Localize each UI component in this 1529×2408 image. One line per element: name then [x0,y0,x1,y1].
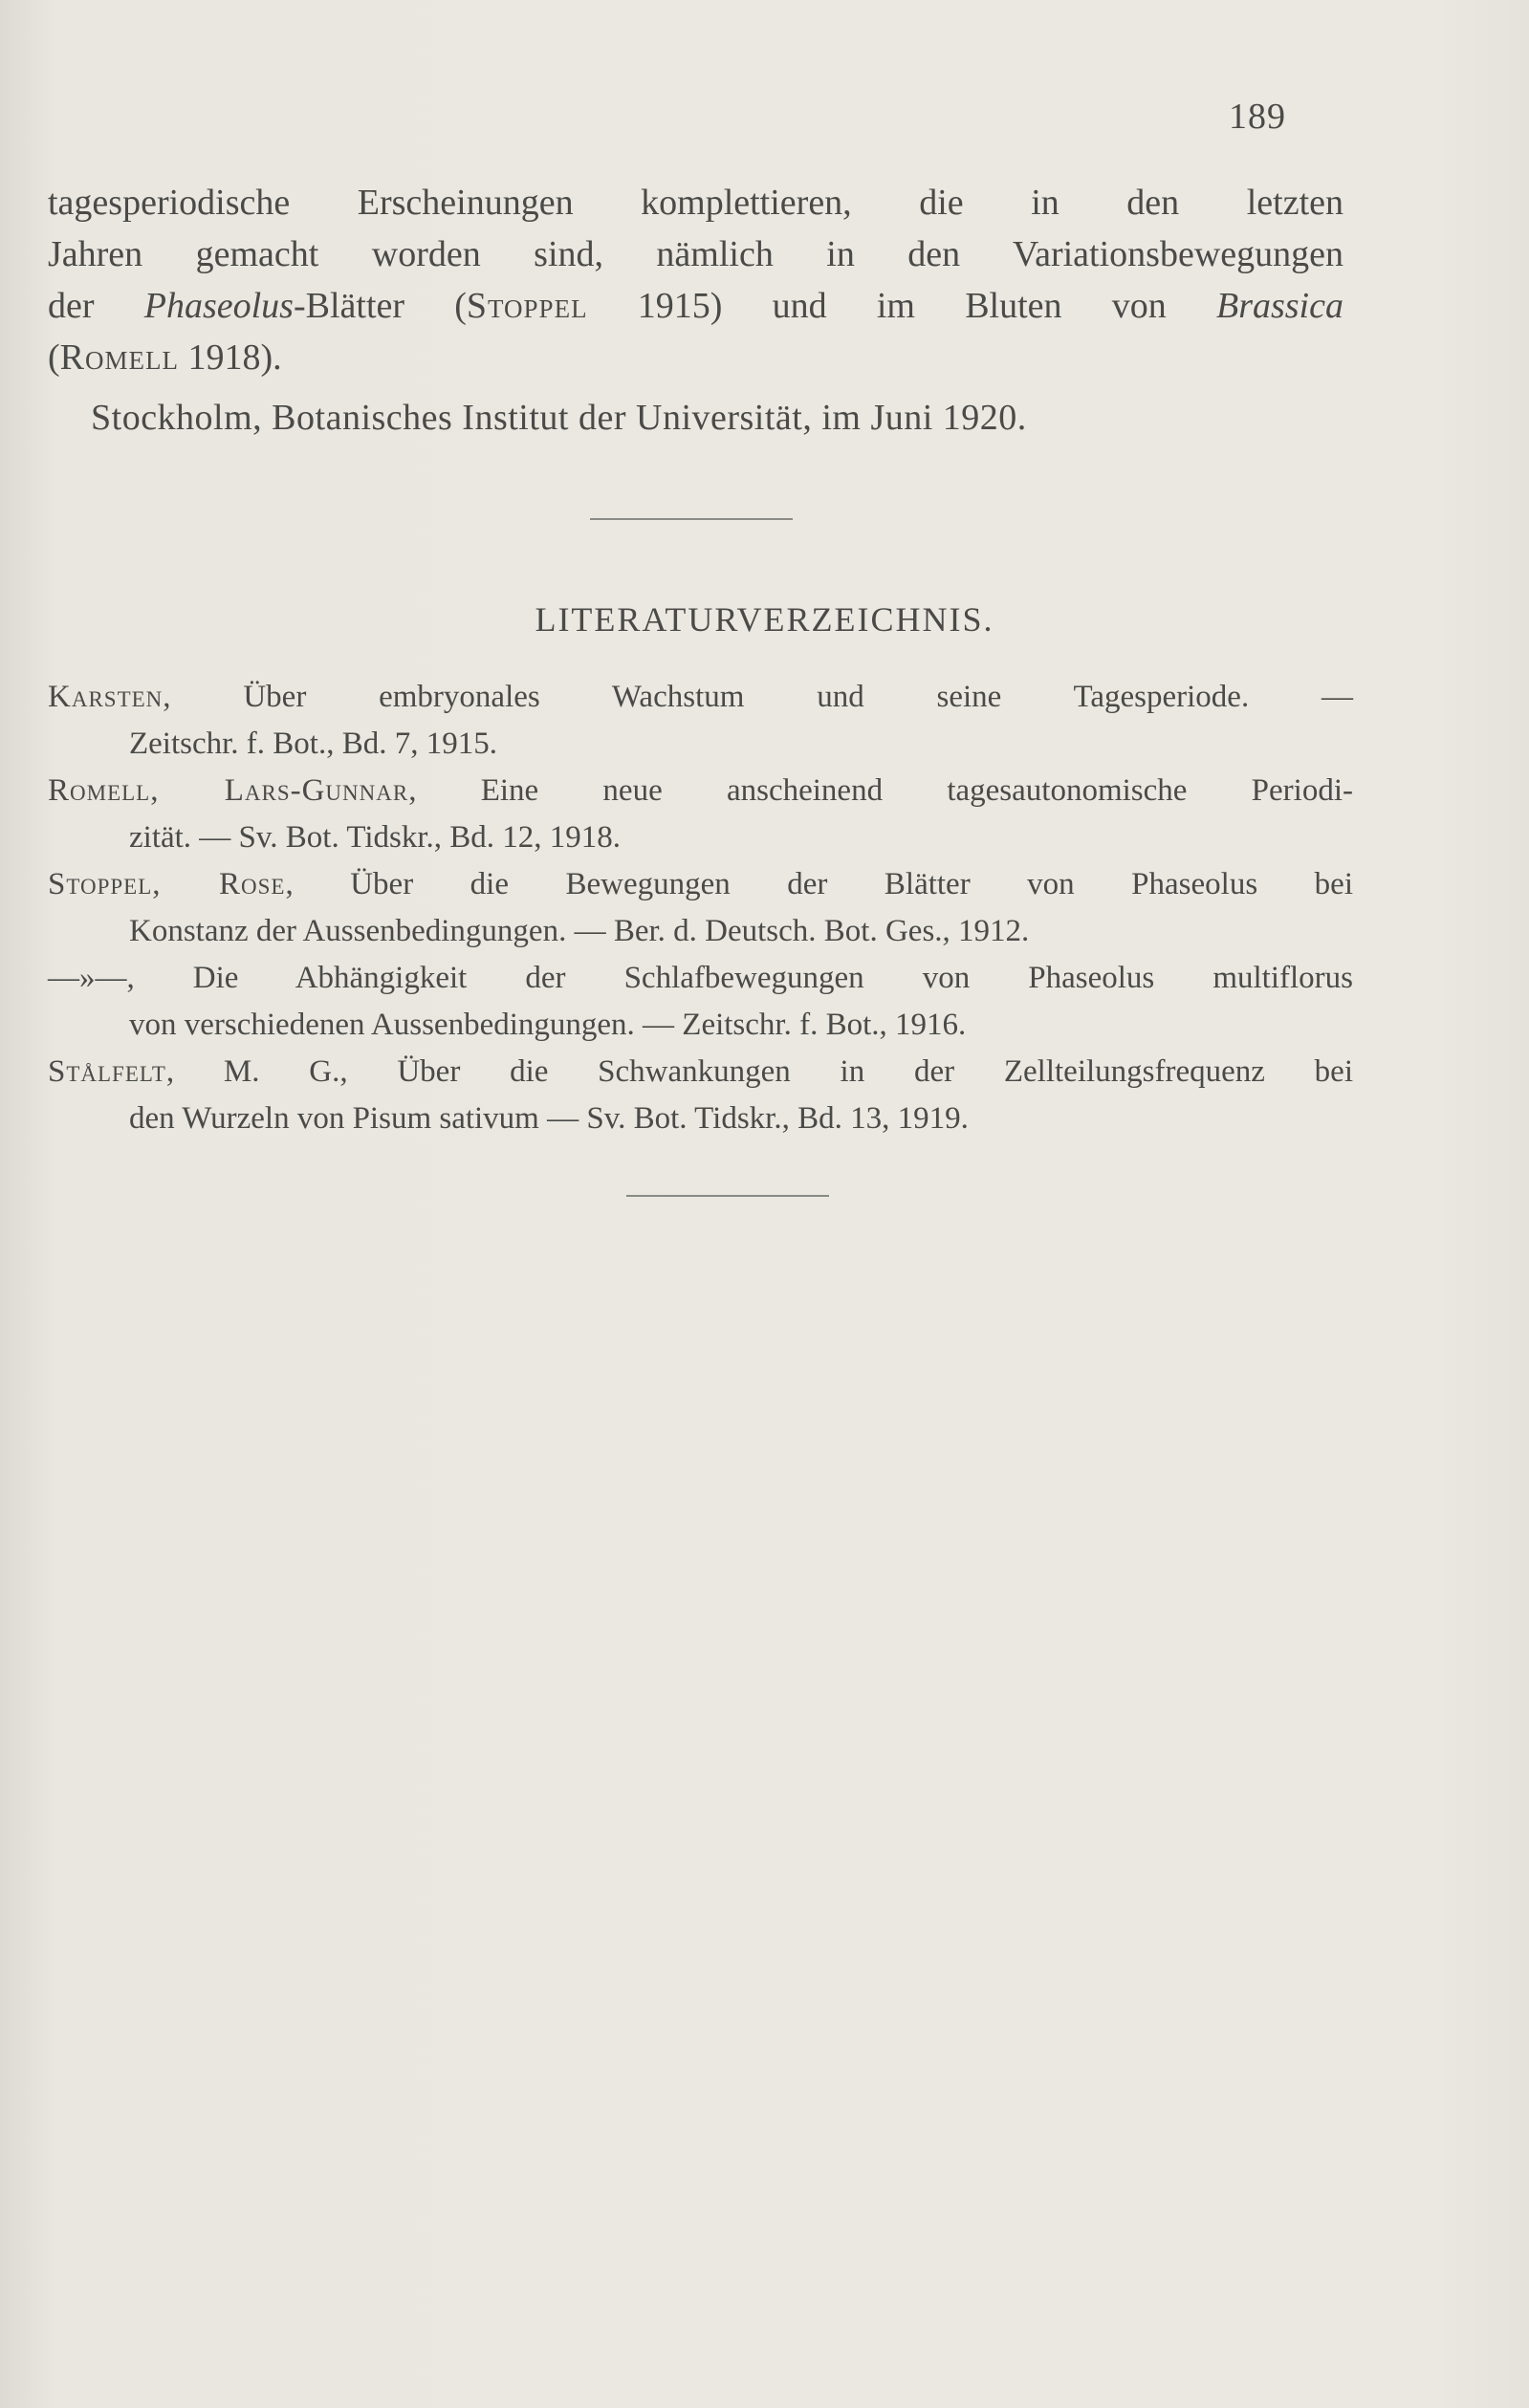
paragraph-line [48,280,1343,332]
text-segment: 1915) und im Bluten von [587,286,1216,326]
reference-author: Romell, Lars-Gunnar [48,773,409,808]
text-segment: ( [48,337,60,378]
text-segment: -Blätter ( [293,286,467,326]
reference-line [48,768,1353,814]
section-heading: LITERATURVERZEICHNIS. [535,600,994,639]
divider [590,518,793,520]
reference-line: zität. — Sv. Bot. Tidskr., Bd. 12, 1918. [129,820,622,855]
reference-text: , Über die Bewegungen der Blätter von Phaseolus bei [285,867,1353,901]
reference-line: den Wurzeln von Pisum sativum — Sv. Bot. Tidskr., Bd. 13, 1919. [129,1101,969,1136]
reference-author: Stålfelt [48,1054,166,1089]
paragraph-line [48,332,1343,383]
author-name: Romell [59,337,179,378]
reference-text: —»—, Die Abhängigkeit der Schlafbewegungen von Phaseolus multiflorus [48,961,1353,995]
reference-list [48,674,1353,1142]
reference-line [48,955,1353,1002]
reference-entry [48,1049,1353,1142]
reference-entry [48,861,1353,955]
italic-genus: Brassica [1215,286,1343,326]
page-number: 189 [1229,97,1286,137]
reference-line: Konstanz der Aussenbedingungen. — Ber. d. Deutsch. Bot. Ges., 1912. [129,914,1030,948]
reference-text: , Über embryonales Wachstum und seine Tagesperiode. — [163,680,1353,714]
text-segment: der [48,286,144,326]
text-segment: 1918). [179,337,282,378]
reference-entry [48,674,1353,768]
reference-text: , Eine neue anscheinend tagesautonomische Periodi- [408,773,1353,808]
paragraph-line: Jahren gemacht worden sind, nämlich in den Variationsbewegungen [48,234,1343,274]
reference-line: Zeitschr. f. Bot., Bd. 7, 1915. [129,727,497,761]
author-name: Stoppel [466,286,588,326]
divider [626,1195,829,1197]
italic-genus: Phaseolus [143,286,294,326]
body-paragraph [48,177,1343,383]
reference-line [48,1049,1353,1096]
reference-entry [48,768,1353,861]
reference-line [48,674,1353,721]
reference-line: von verschiedenen Aussenbedingungen. — Zeitschr. f. Bot., 1916. [129,1008,967,1042]
reference-author: Karsten [48,680,164,714]
reference-entry [48,955,1353,1049]
reference-author: Stoppel, Rose [48,867,286,901]
closing-line: Stockholm, Botanisches Institut der Universität, im Juni 1920. [91,398,1027,438]
reference-line [48,861,1353,908]
reference-text: , M. G., Über die Schwankungen in der Zellteilungsfrequenz bei [165,1054,1353,1089]
paragraph-line: tagesperiodische Erscheinungen komplettieren, die in den letzten [48,183,1343,223]
